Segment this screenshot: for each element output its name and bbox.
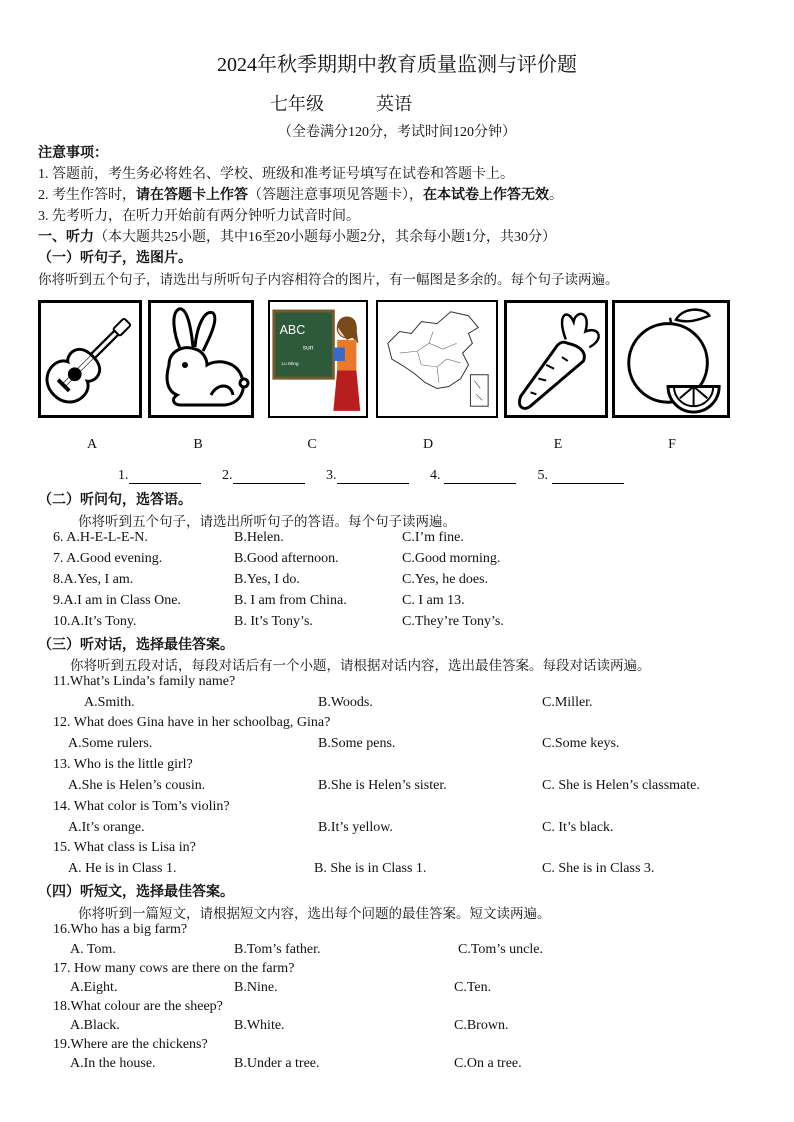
q12-option-b: B.Some pens. <box>318 736 396 751</box>
q16-question: 16.Who has a big farm? <box>53 922 188 937</box>
q12-question: 12. What does Gina have in her schoolbag, Gina? <box>53 715 331 730</box>
q12-option-a: A.Some rulers. <box>68 736 153 751</box>
q15-option-a: A. He is in Class 1. <box>68 861 177 876</box>
sec3-heading: （三）听对话，选择最佳答案。 <box>38 638 234 653</box>
answer-blank-1[interactable] <box>129 469 201 484</box>
q11-option-a: A.Smith. <box>84 695 135 710</box>
exam-subtitle <box>270 90 412 116</box>
picture-a <box>38 300 142 418</box>
q12-option-c: C.Some keys. <box>542 736 620 751</box>
blank-label-2: 2. <box>222 468 233 483</box>
sec3-instruction: 你将听到五段对话，每段对话后有一个小题，请根据对话内容，选出最佳答案。每段对话读两遍。 <box>70 658 651 673</box>
answer-blank-5[interactable] <box>552 469 624 484</box>
q13-question: 13. Who is the little girl? <box>53 757 193 772</box>
sec1-instruction: 你将听到五个句子，请选出与所听句子内容相符合的图片，有一幅图是多余的。每个句子读两遍。 <box>38 272 619 287</box>
sec2-heading: （二）听问句，选答语。 <box>38 493 192 508</box>
q18-question: 18.What colour are the sheep? <box>53 999 223 1014</box>
q9-option-a: 9.A.I am in Class One. <box>53 593 181 608</box>
sec2-instruction: 你将听到五个句子，请选出所听句子的答语。每个句子读两遍。 <box>78 514 456 529</box>
notice-item-3: 3. 先考听力，在听力开始前有两分钟听力试音时间。 <box>38 209 360 224</box>
picture-e <box>504 300 608 418</box>
q15-option-c: C. She is in Class 3. <box>542 861 655 876</box>
board-text: ABC <box>279 323 306 338</box>
q8-option-a: 8.A.Yes, I am. <box>53 572 134 587</box>
q8-option-b: B.Yes, I do. <box>234 572 300 587</box>
picture-b <box>148 300 254 418</box>
part1-heading-bold: 一、听力 <box>38 230 94 245</box>
part1-heading-rest: （本大题共25小题，其中16至20小题每小题2分，其余每小题1分，共30分） <box>94 230 556 245</box>
q11-option-c: C.Miller. <box>542 695 593 710</box>
china-map-icon <box>378 302 496 416</box>
answer-blanks <box>118 468 642 484</box>
q10-option-b: B. It’s Tony’s. <box>234 614 313 629</box>
guitar-icon <box>41 303 139 415</box>
q19-option-a: A.In the house. <box>70 1056 156 1071</box>
q7-option-c: C.Good morning. <box>402 551 501 566</box>
notice-item-2-b: 请在答题卡上作答 <box>136 188 248 203</box>
q9-option-b: B. I am from China. <box>234 593 347 608</box>
q16-option-a: A. Tom. <box>70 942 116 957</box>
blank-label-5: 5. <box>537 468 552 483</box>
picture-letter-a: A <box>86 437 98 452</box>
answer-blank-3[interactable] <box>337 469 409 484</box>
q14-option-c: C. It’s black. <box>542 820 614 835</box>
subject-label: 英语 <box>376 94 412 114</box>
picture-f <box>612 300 730 418</box>
blank-label-1: 1. <box>118 468 129 483</box>
q17-option-c: C.Ten. <box>454 980 492 995</box>
q14-option-b: B.It’s yellow. <box>318 820 393 835</box>
q13-option-a: A.She is Helen’s cousin. <box>68 778 206 793</box>
picture-c <box>268 300 368 418</box>
q8-option-c: C.Yes, he does. <box>402 572 489 587</box>
picture-letter-e: E <box>553 437 563 452</box>
score-note: （全卷满分120分，考试时间120分钟） <box>278 125 516 140</box>
picture-d <box>376 300 498 418</box>
q19-option-c: C.On a tree. <box>454 1056 522 1071</box>
q15-question: 15. What class is Lisa in? <box>53 840 196 855</box>
answer-blank-2[interactable] <box>233 469 305 484</box>
notice-item-1: 1. 答题前，考生务必将姓名、学校、班级和准考证号填写在试卷和答题卡上。 <box>38 167 514 182</box>
sec4-instruction: 你将听到一篇短文，请根据短文内容，选出每个问题的最佳答案。短文读两遍。 <box>78 906 551 921</box>
teacher-icon <box>270 302 366 416</box>
q17-option-a: A.Eight. <box>70 980 118 995</box>
carrot-icon <box>507 303 605 415</box>
rabbit-icon <box>151 303 251 415</box>
picture-letter-f: F <box>668 437 676 452</box>
q18-option-c: C.Brown. <box>454 1018 509 1033</box>
blank-label-4: 4. <box>430 468 444 483</box>
board-subtext: sun <box>302 344 314 352</box>
q13-option-b: B.She is Helen’s sister. <box>318 778 447 793</box>
q13-option-c: C. She is Helen’s classmate. <box>542 778 700 793</box>
q7-option-a: 7. A.Good evening. <box>53 551 163 566</box>
q6-option-b: B.Helen. <box>234 530 284 545</box>
q14-option-a: A.It’s orange. <box>68 820 145 835</box>
q11-question: 11.What’s Linda’s family name? <box>53 674 236 689</box>
q6-option-a: 6. A.H-E-L-E-N. <box>53 530 148 545</box>
q6-option-c: C.I’m fine. <box>402 530 464 545</box>
sec1-heading: （一）听句子，选图片。 <box>38 251 192 266</box>
notice-item-2 <box>38 184 563 204</box>
picture-letter-c: C <box>307 437 317 452</box>
notice-item-2-c: （答题注意事项见答题卡）， <box>248 188 423 203</box>
blank-label-3: 3. <box>326 468 337 483</box>
part1-heading <box>38 226 556 246</box>
q18-option-a: A.Black. <box>70 1018 120 1033</box>
q19-option-b: B.Under a tree. <box>234 1056 320 1071</box>
q10-option-c: C.They’re Tony’s. <box>402 614 504 629</box>
q17-option-b: B.Nine. <box>234 980 278 995</box>
sec4-heading: （四）听短文，选择最佳答案。 <box>38 885 234 900</box>
q16-option-c: C.Tom’s uncle. <box>458 942 543 957</box>
grade-label: 七年级 <box>270 94 324 114</box>
q10-option-a: 10.A.It’s Tony. <box>53 614 137 629</box>
q14-question: 14. What color is Tom’s violin? <box>53 799 230 814</box>
notice-item-2-d: 在本试卷上作答无效 <box>423 188 549 203</box>
exam-title: 2024年秋季期期中教育质量监测与评价题 <box>217 54 577 76</box>
q9-option-c: C. I am 13. <box>402 593 465 608</box>
notice-heading: 注意事项： <box>38 146 108 161</box>
picture-letter-b: B <box>193 437 203 452</box>
picture-letter-d: D <box>422 437 434 452</box>
orange-icon <box>615 303 727 415</box>
q18-option-b: B.White. <box>234 1018 285 1033</box>
q17-question: 17. How many cows are there on the farm? <box>53 961 295 976</box>
notice-item-2-e: 。 <box>549 188 563 203</box>
q19-question: 19.Where are the chickens? <box>53 1037 208 1052</box>
q16-option-b: B.Tom’s father. <box>234 942 321 957</box>
q7-option-b: B.Good afternoon. <box>234 551 339 566</box>
board-subtext-2: Lu Ming <box>281 361 299 367</box>
q11-option-b: B.Woods. <box>318 695 373 710</box>
notice-item-2-a: 2. 考生作答时， <box>38 188 136 203</box>
answer-blank-4[interactable] <box>444 469 516 484</box>
q15-option-b: B. She is in Class 1. <box>314 861 427 876</box>
